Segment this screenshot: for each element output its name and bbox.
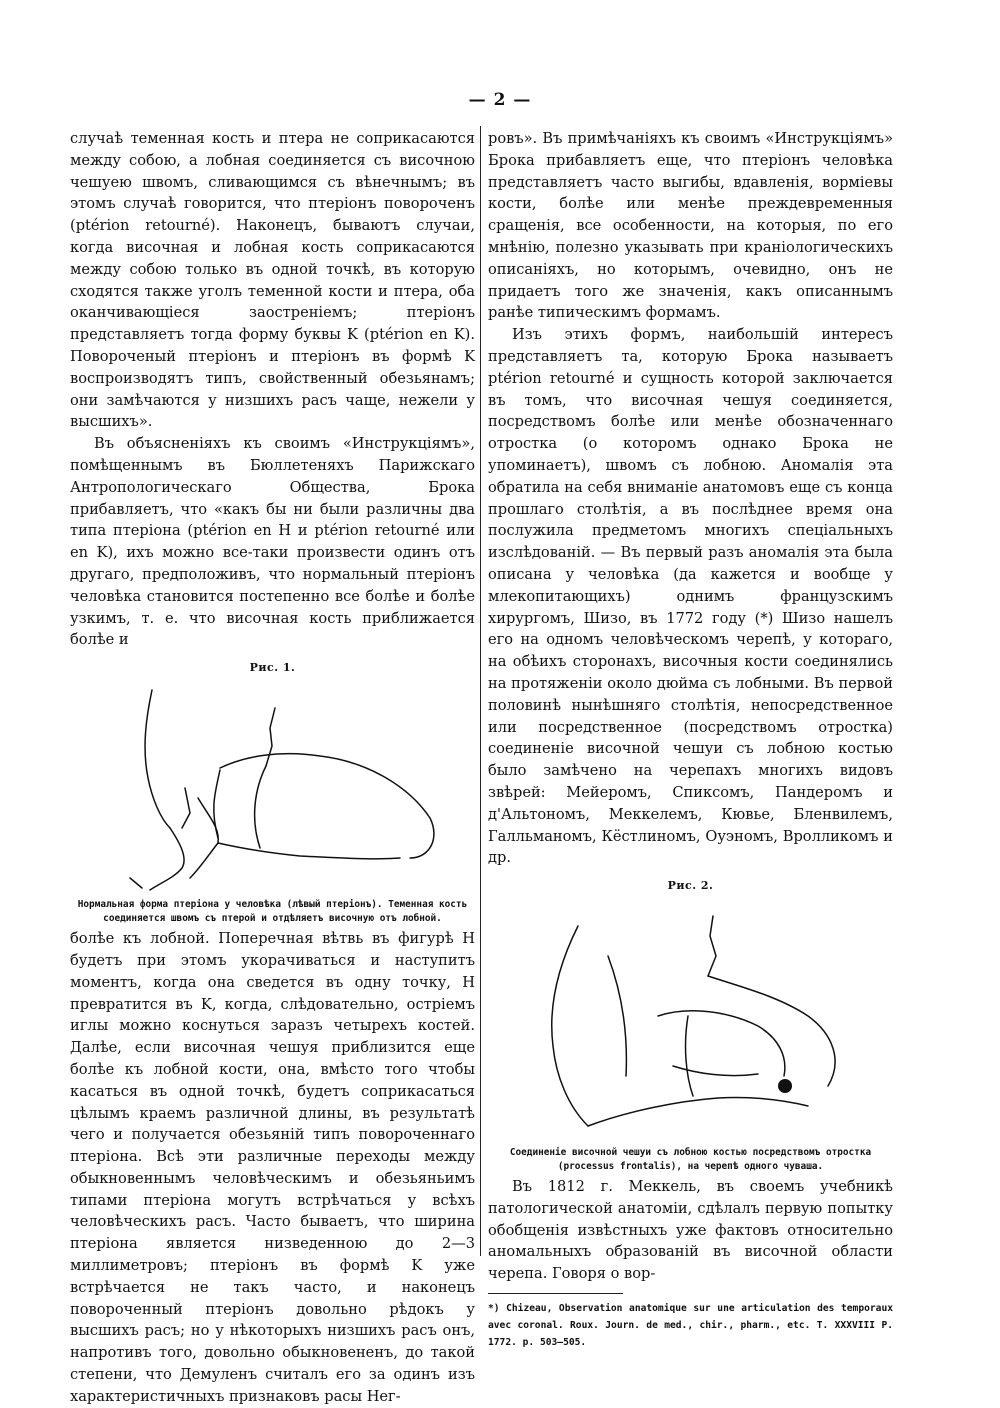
- figure-2-caption: Соединеніе височной чешуи съ лобною костью посредствомъ отростка (processus frontalis), на черепѣ одного чуваша.: [509, 1147, 872, 1173]
- figure-2-title: Рис. 2.: [667, 879, 714, 893]
- column-divider: [480, 126, 481, 1256]
- right-paragraph-2: Изъ этихъ формъ, наибольшій интересъ представляетъ та, которую Брока называетъ ptérion retourné и сущность которой заключается въ томъ, что височная чешуя соединяется, посредствомъ болѣе или менѣе обозначеннаго отростка (о которомъ однако Брока не упоминаетъ), швомъ съ лобною. Аномалія эта обратила на себя вниманіе анатомовъ еще съ конца прошлаго столѣтія, а въ послѣднее время она послужила предметомъ многихъ спеціальныхъ изслѣдованій. — Въ первый разъ аномалія эта была описана у человѣка (да кажется и вообще у млекопитающихъ) однимъ французскимъ хирургомъ, Шизо, въ 1772 году (*) Шизо нашелъ его на одномъ человѣческомъ черепѣ, у котораго, на обѣихъ сторонахъ, височныя кости соединялись на протяженіи около дюйма съ лобными. Въ первой половинѣ нынѣшняго столѣтія, непосредственное или посредственное (посредствомъ отростка) соединеніе височной чешуи съ лобною костью было замѣчено на черепахъ многихъ видовъ звѣрей: Мейеромъ, Спиксомъ, Пандеромъ и д'Альтономъ, Меккелемъ, Кювье, Бленвилемъ, Галльманомъ, Кёстлиномъ, Оуэномъ, Вролликомъ и др.: [488, 326, 893, 867]
- footnote-rule: [488, 1293, 623, 1294]
- left-paragraph-3: болѣе къ лобной. Поперечная вѣтвь въ фигурѣ H будетъ при этомъ укорачиваться и наступитъ моментъ, когда она сведется въ одну точку, H превратится въ K, когда, слѣдовательно, остріемъ иглы можно коснуться заразъ четырехъ костей. Далѣе, если височная чешуя приблизится еще болѣе къ лобной кости, она, вмѣсто того чтобы касаться въ одной точкѣ, будетъ соприкасаться цѣлымъ краемъ различной длины, въ результатѣ чего и получается обезьяній типъ повороченнаго птеріона. Всѣ эти различные переходы между обыкновеннымъ человѣческимъ и обезьяньимъ типами птеріона могутъ встрѣчаться у всѣхъ человѣческихъ расъ. Часто бываетъ, что ширина птеріона является низведенною до 2—3 миллиметровъ; птеріонъ въ формѣ K уже встрѣчается не такъ часто, и наконецъ повороченный птеріонъ довольно рѣдокъ у высшихъ расъ; но у нѣкоторыхъ низшихъ расъ онъ, напротивъ того, довольно обыкновененъ, до такой степени, что Демуленъ считалъ его за одинъ изъ характеристичныхъ признаковъ расы Нег-: [70, 930, 475, 1405]
- left-column: [70, 128, 475, 1408]
- right-column: [488, 128, 893, 1351]
- page-number: — 2 —: [468, 90, 532, 110]
- figure-2-foramen-mark: [778, 1079, 792, 1093]
- figure-1-title: Рис. 1.: [249, 661, 296, 675]
- left-paragraph-1: случаѣ теменная кость и птера не соприкасаются между собою, а лобная соединяется съ височною чешуею швомъ, сливающимся съ вѣнечнымъ; въ этомъ случаѣ говорится, что птеріонъ повороченъ (ptérion retourné). Наконецъ, бываютъ случаи, когда височная и лобная кость соприкасаются между собою только въ одной точкѣ, въ которую сходятся также уголъ теменной кости и птера, оба оканчивающіеся заостреніемъ; птеріонъ представляетъ тогда форму буквы K (ptérion en K). Повороченый птеріонъ и птеріонъ въ формѣ K воспроизводятъ типъ, свойственный обезьянамъ; они замѣчаются у низшихъ расъ чаще, нежели у высшихъ».: [70, 130, 475, 431]
- left-paragraph-2: Въ объясненіяхъ къ своимъ «Инструкціямъ», помѣщеннымъ въ Бюллетеняхъ Парижскаго Антропологическаго Общества, Брока прибавляетъ, что «какъ бы ни были различны два типа птеріона (ptérion en H и ptérion retourné или en K), ихъ можно все-таки произвести одинъ отъ другаго, предположивъ, что нормальный птеріонъ человѣка становится постепенно все болѣе и болѣе узкимъ, т. е. что височная кость приближается болѣе и: [70, 435, 475, 649]
- figure-2-skull-drawing: [488, 896, 893, 1146]
- figure-1-caption: Нормальная форма птеріона у человѣка (лѣвый птеріонъ). Теменная кость соединяется швомъ съ птерой и отдѣляетъ височную отъ лобной.: [77, 899, 468, 925]
- right-paragraph-1: ровъ». Въ примѣчаніяхъ къ своимъ «Инструкціямъ» Брока прибавляетъ еще, что птеріонъ человѣка представляетъ часто выгибы, вдавленія, ворміевы кости, болѣе или менѣе преждевременныя сращенія, все особенности, на которыя, по его мнѣнію, полезно указывать при краніологическихъ описаніяхъ, но которымъ, очевидно, онъ не придаетъ того же значенія, какъ описаннымъ ранѣе типическимъ формамъ.: [488, 130, 893, 322]
- figure-1-skull-drawing: [70, 678, 475, 898]
- footnote: *) Chizeau, Observation anatomique sur une articulation des temporaux avec coronal. Roux. Journ. de med., chir., pharm., etc. T. XXXVIII P. 1772. p. 503—505.: [488, 1303, 893, 1349]
- right-paragraph-3: Въ 1812 г. Меккель, въ своемъ учебникѣ патологической анатоміи, сдѣлалъ первую попытку обобщенія извѣстныхъ уже фактовъ относительно аномальныхъ образованій въ височной области черепа. Говоря о вор-: [488, 1178, 893, 1283]
